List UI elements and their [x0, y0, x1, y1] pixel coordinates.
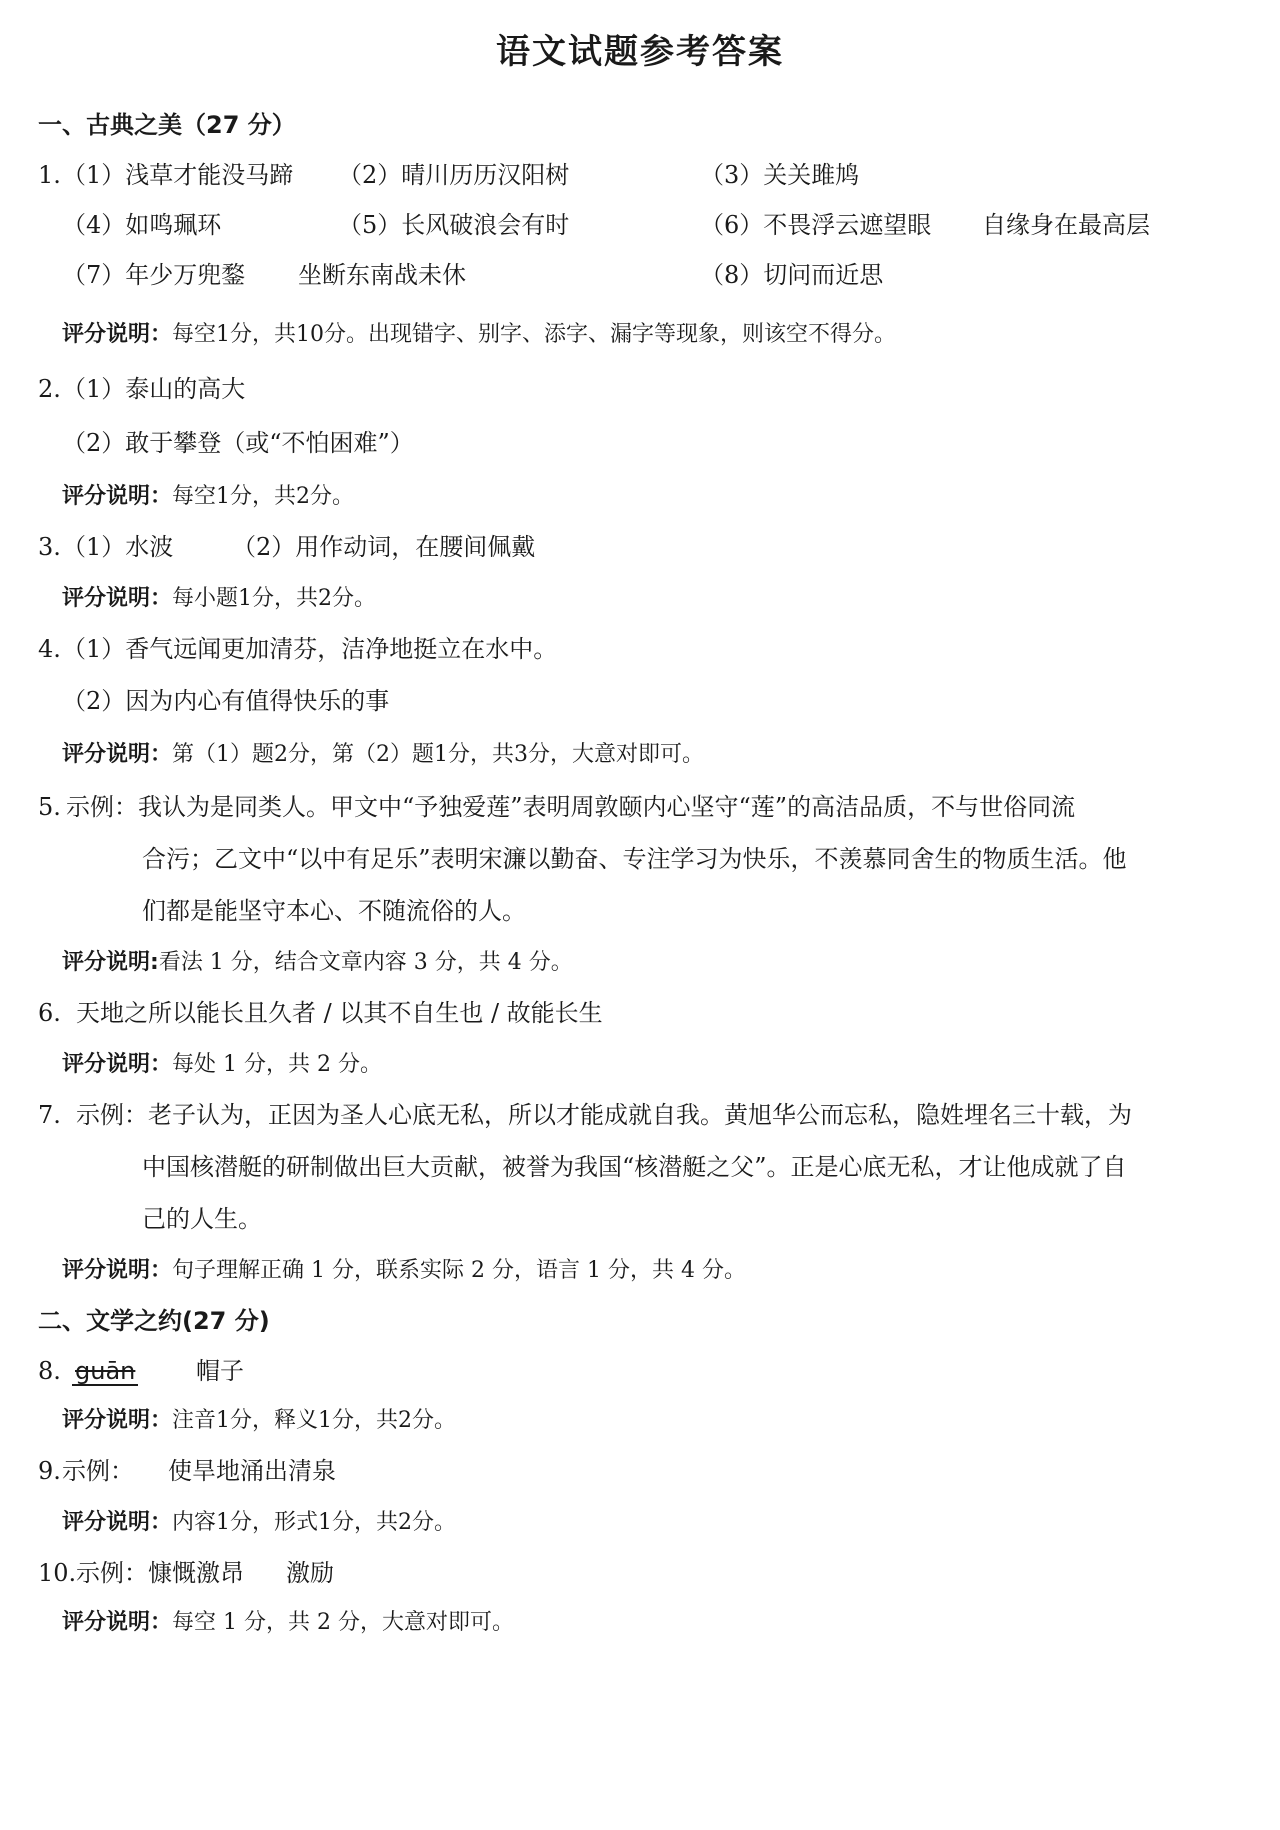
- q2-answer-1: （1）泰山的高大: [62, 375, 246, 403]
- q7-answer-line-2: 中国核潜艇的研制做出巨大贡献，被誉为我国“核潜艇之父”。正是心底无私，才让他成就了自: [142, 1153, 1127, 1181]
- q8-pinyin-wrap: [72, 1354, 138, 1388]
- q1-answer-3: （3）关关雎鸠: [700, 161, 860, 189]
- q8-answer-1: 帽子: [196, 1357, 244, 1385]
- scoring-text: 看法 1 分，结合文章内容 3 分，共 4 分。: [158, 950, 573, 975]
- q1-answer-1: （1）浅草才能没马蹄: [62, 161, 294, 189]
- q1-answer-6b: 自缘身在最高层: [982, 211, 1150, 239]
- q7-answer-line-1: 示例：老子认为，正因为圣人心底无私，所以才能成就自我。黄旭华公而忘私，隐姓埋名三十载，为: [76, 1101, 1132, 1129]
- scoring-label: 评分说明:: [62, 950, 159, 975]
- q5-answer-line-3: 们都是能坚守本心、不随流俗的人。: [142, 897, 526, 925]
- scoring-text: 每空1分，共2分。: [172, 484, 355, 509]
- scoring-text: 每处 1 分，共 2 分。: [172, 1052, 382, 1077]
- q3-number: 3.: [38, 533, 61, 561]
- q1-answer-7b: 坐断东南战未休: [298, 261, 466, 289]
- q9-number: 9.: [38, 1457, 61, 1485]
- q1-answer-5: （5）长风破浪会有时: [338, 211, 570, 239]
- q3-answer-1: （1）水波: [62, 533, 174, 561]
- q4-number: 4.: [38, 635, 61, 663]
- q5-answer-line-2: 合污；乙文中“以中有足乐”表明宋濂以勤奋、专注学习为快乐，不羡慕同舍生的物质生活。他: [142, 845, 1127, 873]
- q5-number: 5.: [38, 793, 61, 821]
- q6-scoring-note: [62, 1048, 382, 1082]
- q4-answer-1: （1）香气远闻更加清芬，洁净地挺立在水中。: [62, 635, 558, 663]
- q4-scoring-note: [62, 738, 704, 772]
- q1-answer-6: （6）不畏浮云遮望眼: [700, 211, 932, 239]
- q5-answer-line-1: 示例：我认为是同类人。甲文中“予独爱莲”表明周敦颐内心坚守“莲”的高洁品质，不与世俗同流: [66, 793, 1076, 821]
- q5-scoring-note: [62, 946, 573, 980]
- q2-number: 2.: [38, 375, 61, 403]
- scoring-text: 句子理解正确 1 分，联系实际 2 分，语言 1 分，共 4 分。: [172, 1258, 746, 1283]
- q8-number: 8.: [38, 1357, 61, 1385]
- scoring-label: 评分说明：: [62, 1258, 173, 1283]
- q10-answer-1: 示例：慷慨激昂: [76, 1559, 244, 1587]
- q2-scoring-note: [62, 480, 354, 514]
- scoring-label: 评分说明：: [62, 1610, 173, 1635]
- q1-answer-4: （4）如鸣珮环: [62, 211, 222, 239]
- q1-answer-8: （8）切问而近思: [700, 261, 884, 289]
- q8-pinyin: guān: [72, 1358, 138, 1386]
- q9-answer-1: 使旱地涌出清泉: [168, 1457, 336, 1485]
- scoring-label: 评分说明：: [62, 742, 173, 767]
- scoring-text: 注音1分，释义1分，共2分。: [172, 1408, 457, 1433]
- section-heading-1: 一、古典之美（27 分）: [38, 111, 296, 139]
- q9-answer-prefix: 示例：: [62, 1457, 134, 1485]
- section-heading-2: 二、文学之约(27 分): [38, 1307, 270, 1335]
- q6-answer-1: 天地之所以能长且久者 / 以其不自生也 / 故能长生: [76, 999, 603, 1027]
- scoring-text: 每小题1分，共2分。: [172, 586, 377, 611]
- q2-answer-2: （2）敢于攀登（或“不怕困难”）: [62, 429, 414, 457]
- q10-scoring-note: [62, 1606, 514, 1640]
- scoring-label: 评分说明：: [62, 586, 173, 611]
- q4-answer-2: （2）因为内心有值得快乐的事: [62, 687, 390, 715]
- scoring-text: 每空 1 分，共 2 分，大意对即可。: [172, 1610, 514, 1635]
- scoring-text: 每空1分，共10分。出现错字、别字、添字、漏字等现象，则该空不得分。: [172, 322, 897, 347]
- q1-answer-7: （7）年少万兜鍪: [62, 261, 246, 289]
- q8-scoring-note: [62, 1404, 456, 1438]
- scoring-label: 评分说明：: [62, 322, 173, 347]
- q3-scoring-note: [62, 582, 376, 616]
- q1-number: 1.: [38, 161, 61, 189]
- q7-number: 7.: [38, 1101, 61, 1129]
- q10-answer-2: 激励: [286, 1559, 334, 1587]
- scoring-text: 第（1）题2分，第（2）题1分，共3分，大意对即可。: [172, 742, 705, 767]
- q1-scoring-note: [62, 318, 896, 352]
- scoring-text: 内容1分，形式1分，共2分。: [172, 1510, 457, 1535]
- q1-answer-2: （2）晴川历历汉阳树: [338, 161, 570, 189]
- q6-number: 6.: [38, 999, 61, 1027]
- q7-answer-line-3: 己的人生。: [142, 1205, 262, 1233]
- q9-scoring-note: [62, 1506, 456, 1540]
- page-title: 语文试题参考答案: [496, 32, 784, 72]
- scoring-label: 评分说明：: [62, 1408, 173, 1433]
- scoring-label: 评分说明：: [62, 484, 173, 509]
- q3-answer-2: （2）用作动词，在腰间佩戴: [232, 533, 536, 561]
- q10-number: 10.: [38, 1559, 77, 1587]
- scoring-label: 评分说明：: [62, 1510, 173, 1535]
- scoring-label: 评分说明：: [62, 1052, 173, 1077]
- q7-scoring-note: [62, 1254, 746, 1288]
